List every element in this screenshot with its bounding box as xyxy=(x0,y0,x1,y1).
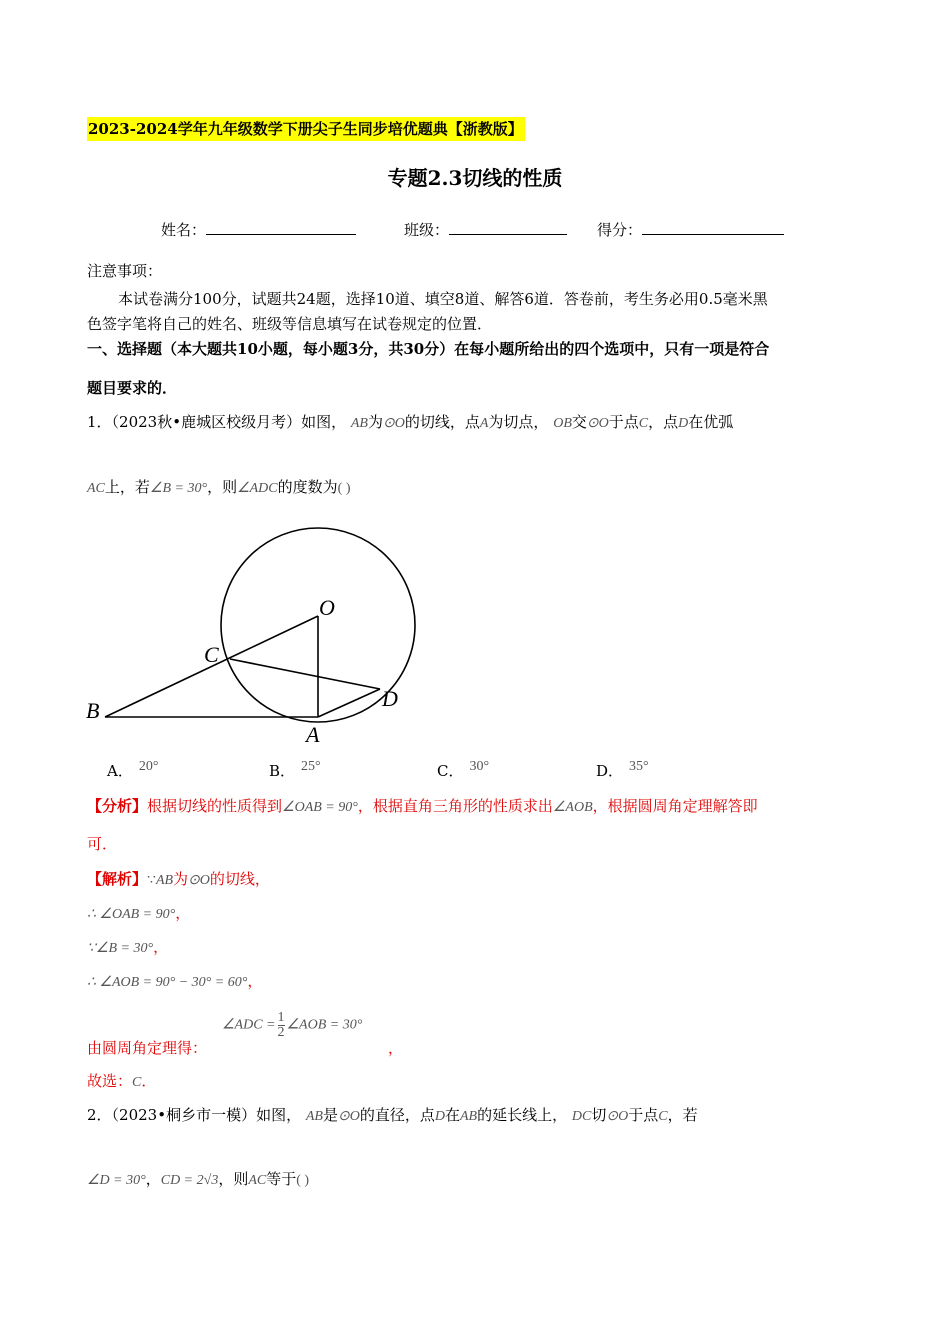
q1-text: 上，若 xyxy=(104,478,150,496)
segment-cd xyxy=(230,659,380,689)
solution-text: ， xyxy=(175,904,191,922)
q1-text: 在优弧 xyxy=(688,413,734,431)
fraction-right: ∠AOB = 30° xyxy=(286,1017,363,1033)
solution-math: ∵∠B = 30° xyxy=(87,941,154,956)
q1-text: ，则 xyxy=(207,478,238,496)
score-label: 得分： xyxy=(597,221,643,239)
q1-math: A xyxy=(479,416,489,431)
q2-text: 的直径，点 xyxy=(359,1106,435,1124)
q2-answer-paren: ( ) xyxy=(296,1173,310,1188)
q1-number: 1． xyxy=(87,413,112,431)
notice-line-2: 色签字笔将自己的姓名、班级等信息填写在试卷规定的位置． xyxy=(87,315,493,333)
q1-source: （2023秋•鹿城区校级月考） xyxy=(111,413,302,431)
q2-source: （2023•桐乡市一模） xyxy=(111,1106,257,1124)
option-value: 35° xyxy=(629,759,649,774)
q1-solution-step-3 xyxy=(87,970,262,991)
analysis-text: ，根据直角三角形的性质求出 xyxy=(357,797,553,815)
q1-solution-line-1 xyxy=(87,868,270,889)
page-title: 专题2.3切线的性质 xyxy=(387,166,563,190)
solution-math: ∵ xyxy=(147,873,156,888)
q2-text: 如图， xyxy=(256,1106,302,1124)
q1-solution-choose xyxy=(87,1070,156,1091)
label-b: B xyxy=(86,698,100,723)
q2-text: ，则 xyxy=(218,1170,249,1188)
analysis-math: ∠OAB = 90° xyxy=(282,800,358,815)
q1-math: ∠B = 30° xyxy=(149,481,208,496)
q1-text: 如图， xyxy=(301,413,347,431)
section-heading-line-1: 一、选择题（本大题共10小题，每小题3分，共30分）在每小题所给出的四个选项中，只有一项是符合 xyxy=(87,340,770,358)
q2-math: AC xyxy=(248,1173,267,1188)
q2-math: D xyxy=(434,1109,445,1124)
q1-solution-fraction-equation xyxy=(222,1011,362,1040)
option-label: C． xyxy=(437,762,464,780)
solution-answer: C xyxy=(132,1075,142,1090)
q2-math: C xyxy=(658,1109,668,1124)
label-d: D xyxy=(382,686,398,711)
fraction-denominator: 2 xyxy=(277,1025,285,1040)
q1-text: 的切线，点 xyxy=(404,413,480,431)
name-field xyxy=(161,219,356,240)
score-blank xyxy=(642,220,784,235)
q1-math: AB xyxy=(350,416,368,431)
q1-analysis-line-1 xyxy=(87,795,758,816)
fraction-left: ∠ADC = xyxy=(222,1017,276,1033)
solution-text: 为 xyxy=(173,870,189,888)
option-value: 25° xyxy=(301,759,321,774)
solution-text: 故选： xyxy=(87,1072,133,1090)
series-title: 2023-2024学年九年级数学下册尖子生同步培优题典【浙教版】 xyxy=(87,117,525,141)
q2-math: AB xyxy=(305,1109,323,1124)
q1-option-d[interactable] xyxy=(596,760,649,781)
q2-math: AB xyxy=(460,1109,478,1124)
fraction-half xyxy=(278,1011,285,1040)
q1-solution-comma: ， xyxy=(388,1039,404,1057)
q1-math: C xyxy=(638,416,649,431)
class-label: 班级： xyxy=(404,221,450,239)
option-value: 30° xyxy=(469,759,490,774)
q2-text: 在 xyxy=(444,1106,460,1124)
option-label: A． xyxy=(107,762,133,780)
solution-text: ． xyxy=(141,1072,157,1090)
q1-math: OB xyxy=(553,416,572,431)
q1-text: 为 xyxy=(367,413,383,431)
name-label: 姓名： xyxy=(161,221,207,239)
q1-math: ∠ADC xyxy=(237,481,278,496)
solution-tag: 【解析】 xyxy=(87,870,148,888)
q1-option-a[interactable] xyxy=(107,760,158,781)
q1-solution-step-2 xyxy=(87,936,168,957)
q2-text: 切 xyxy=(591,1106,607,1124)
option-label: B． xyxy=(269,762,296,780)
name-blank xyxy=(206,220,356,235)
q1-answer-paren: ( ) xyxy=(337,481,351,496)
q1-analysis-line-2: 可． xyxy=(87,835,118,853)
score-field xyxy=(597,219,784,240)
notice-line-1: 本试卷满分100分，试题共24题，选择10道、填空8道、解答6道．答卷前，考生务必用0.5毫米黑 xyxy=(118,290,768,308)
q2-text: ， xyxy=(145,1170,161,1188)
q1-math: AC xyxy=(87,481,105,496)
q1-math: ⊙O xyxy=(586,416,609,431)
option-value: 20° xyxy=(138,759,159,774)
q1-text: 交 xyxy=(571,413,587,431)
q1-text: ，点 xyxy=(648,413,679,431)
q1-line-2 xyxy=(87,476,350,497)
class-field xyxy=(404,219,567,240)
section-heading-line-2: 题目要求的． xyxy=(87,379,178,397)
option-label: D． xyxy=(596,762,624,780)
analysis-tag: 【分析】 xyxy=(87,797,148,815)
q2-number: 2． xyxy=(87,1106,112,1124)
q2-text: 是 xyxy=(322,1106,338,1124)
q2-text: 等于 xyxy=(266,1170,297,1188)
q2-math: ∠D = 30° xyxy=(87,1173,146,1188)
solution-text: 的切线， xyxy=(209,870,270,888)
q1-option-b[interactable] xyxy=(269,760,321,781)
solution-math: ⊙O xyxy=(188,873,210,888)
q2-text: ，若 xyxy=(667,1106,698,1124)
q2-line-2 xyxy=(87,1168,309,1189)
q2-math: CD = 2√3 xyxy=(160,1173,219,1188)
q2-math: DC xyxy=(571,1109,592,1124)
solution-math: ∴ ∠AOB = 90° − 30° = 60° xyxy=(87,975,248,990)
class-blank xyxy=(449,220,567,235)
analysis-text: ，根据圆周角定理解答即 xyxy=(592,797,758,815)
label-a: A xyxy=(306,722,320,747)
label-c: C xyxy=(204,642,219,667)
q2-text: 的延长线上， xyxy=(477,1106,568,1124)
solution-text: ， xyxy=(247,972,263,990)
segment-ad xyxy=(318,689,380,717)
q2-text: 于点 xyxy=(628,1106,659,1124)
q1-text: 为切点， xyxy=(488,413,549,431)
q1-line-1 xyxy=(87,411,733,432)
q1-math: D xyxy=(678,416,689,431)
analysis-math: ∠AOB xyxy=(552,800,593,815)
label-o: O xyxy=(319,595,335,620)
q1-text: 于点 xyxy=(608,413,639,431)
q1-option-c[interactable] xyxy=(437,760,489,781)
fraction-numerator: 1 xyxy=(277,1010,285,1025)
q1-solution-theorem: 由圆周角定理得： xyxy=(87,1039,208,1057)
q1-solution-step-1 xyxy=(87,902,190,923)
solution-math: ∴ ∠OAB = 90° xyxy=(87,907,176,922)
analysis-text: 根据切线的性质得到 xyxy=(147,797,283,815)
solution-text: ， xyxy=(153,938,169,956)
q1-circle-figure xyxy=(80,515,440,750)
q2-math: ⊙O xyxy=(606,1109,629,1124)
notice-heading: 注意事项： xyxy=(87,262,163,280)
solution-math: AB xyxy=(155,873,174,888)
q1-text: 的度数为 xyxy=(277,478,338,496)
q1-math: ⊙O xyxy=(383,416,405,431)
q2-line-1 xyxy=(87,1104,698,1125)
q2-math: ⊙O xyxy=(338,1109,360,1124)
